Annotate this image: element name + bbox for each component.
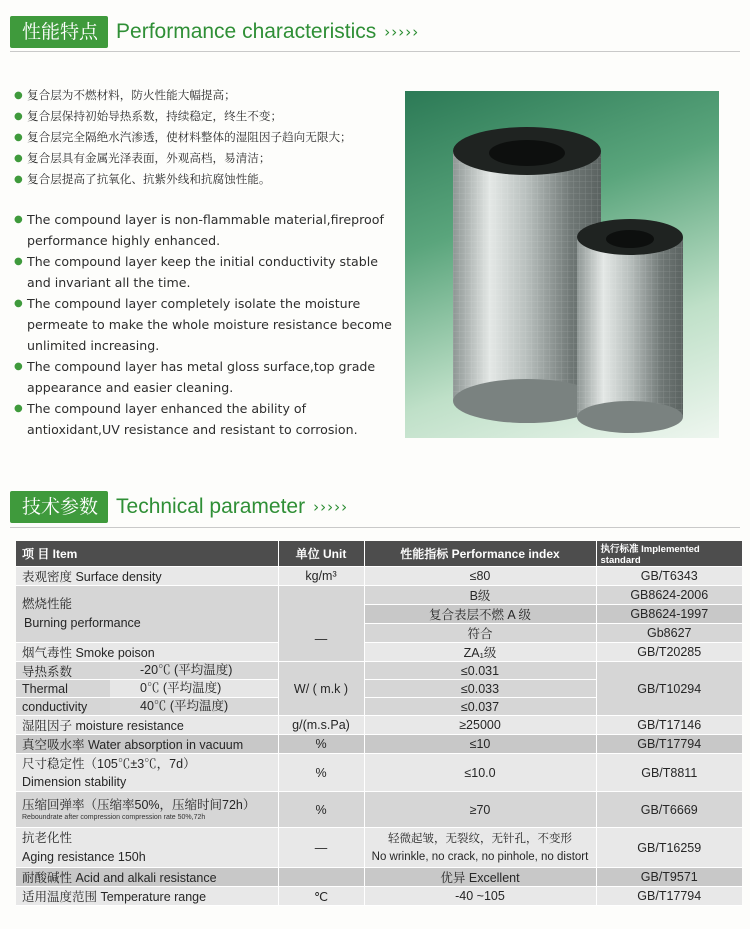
section-title: Performance characteristics (116, 20, 377, 43)
parameter-table (16, 541, 742, 906)
section-tag: 技术参数 (10, 491, 108, 523)
table-row: 复合表层不燃 A 级 GB8624-1997 (16, 605, 742, 624)
list-item: ● 复合层完全隔绝水汽渗透，使材料整体的湿阻因子趋向无限大； (14, 127, 404, 148)
header-std: 执行标准 Implemented standard (596, 541, 742, 567)
bullet-icon: ● (14, 153, 23, 164)
bullet-icon: ● (14, 298, 23, 309)
section-header-performance (10, 16, 419, 48)
list-item: ● 复合层具有金属光泽表面，外观高档，易清洁； (14, 148, 404, 169)
bullet-icon: ● (14, 403, 23, 414)
list-item: ● The compound layer keep the initial conductivity stable and invariant all the time. (14, 251, 394, 293)
section-title: Technical parameter (116, 495, 306, 518)
table-row: 真空吸水率 Water absorption in vacuum % ≤10 GB/T17794 (16, 735, 742, 754)
table-row: 抗老化性 Aging resistance 150h — 轻微起皱，无裂纹，无针孔，不变形 No wrinkle, no crack, no pinhole, no distort GB/T16259 (16, 828, 742, 868)
divider (10, 51, 740, 52)
table-row: 湿阻因子 moisture resistance g/(m.s.Pa) ≥25000 GB/T17146 (16, 716, 742, 735)
en-feature-list (14, 209, 394, 440)
section-header-technical (10, 491, 348, 523)
table-row: 符合 Gb8627 (16, 624, 742, 643)
table-header-row (16, 541, 742, 567)
bullet-icon: ● (14, 361, 23, 372)
section-tag: 性能特点 (10, 16, 108, 48)
list-item: ● The compound layer completely isolate the moisture permeate to make the whole moisture resistance become unlimited increasing. (14, 293, 394, 356)
table-row: 烟气毒性 Smoke poison ZA₁级 GB/T20285 (16, 643, 742, 662)
bullet-icon: ● (14, 256, 23, 267)
list-item: ● 复合层保持初始导热系数，持续稳定，终生不变； (14, 106, 404, 127)
chevrons-icon: ››››› (384, 23, 420, 41)
cn-feature-list (14, 85, 404, 190)
list-item: ● The compound layer enhanced the ability of antioxidant,UV resistance and resistant to corrosion. (14, 398, 394, 440)
table-row: Thermal 0℃ (平均温度) ≤0.033 (16, 680, 742, 698)
bullet-icon: ● (14, 214, 23, 225)
header-perf: 性能指标 Performance index (364, 541, 596, 567)
table-row: 耐酸碱性 Acid and alkali resistance 优异 Excellent GB/T9571 (16, 868, 742, 887)
table-row: 适用温度范围 Temperature range ℃ -40 ~105 GB/T17794 (16, 887, 742, 906)
list-item: ● 复合层为不燃材料，防火性能大幅提高； (14, 85, 404, 106)
bullet-icon: ● (14, 132, 23, 143)
list-item: ● The compound layer has metal gloss surface,top grade appearance and easier cleaning. (14, 356, 394, 398)
list-item: ● The compound layer is non-flammable material,fireproof performance highly enhanced. (14, 209, 394, 251)
bullet-icon: ● (14, 111, 23, 122)
insulation-tubes-illustration (405, 91, 719, 438)
bullet-icon: ● (14, 90, 23, 101)
header-item: 项 目 Item (16, 541, 278, 567)
header-unit: 单位 Unit (278, 541, 364, 567)
table-row: conductivity 40℃ (平均温度) ≤0.037 (16, 698, 742, 716)
table-row: 燃烧性能 Burning performance — B级 GB8624-2006 (16, 586, 742, 605)
divider (10, 527, 740, 528)
table-row: 导热系数 -20℃ (平均温度) W/ ( m.k ) ≤0.031 GB/T10294 (16, 662, 742, 680)
table-row: 表观密度 Surface density kg/m³ ≤80 GB/T6343 (16, 567, 742, 586)
chevrons-icon: ››››› (313, 498, 349, 516)
bullet-icon: ● (14, 174, 23, 185)
table-row: 压缩回弹率（压缩率50%，压缩时间72h） Reboundrate after compression compression rate 50%,72h % ≥70 GB/T6669 (16, 792, 742, 828)
product-photo (405, 91, 719, 438)
table-row: 尺寸稳定性（105℃±3℃，7d） Dimension stability % ≤10.0 GB/T8811 (16, 754, 742, 792)
list-item: ● 复合层提高了抗氧化、抗紫外线和抗腐蚀性能。 (14, 169, 404, 190)
